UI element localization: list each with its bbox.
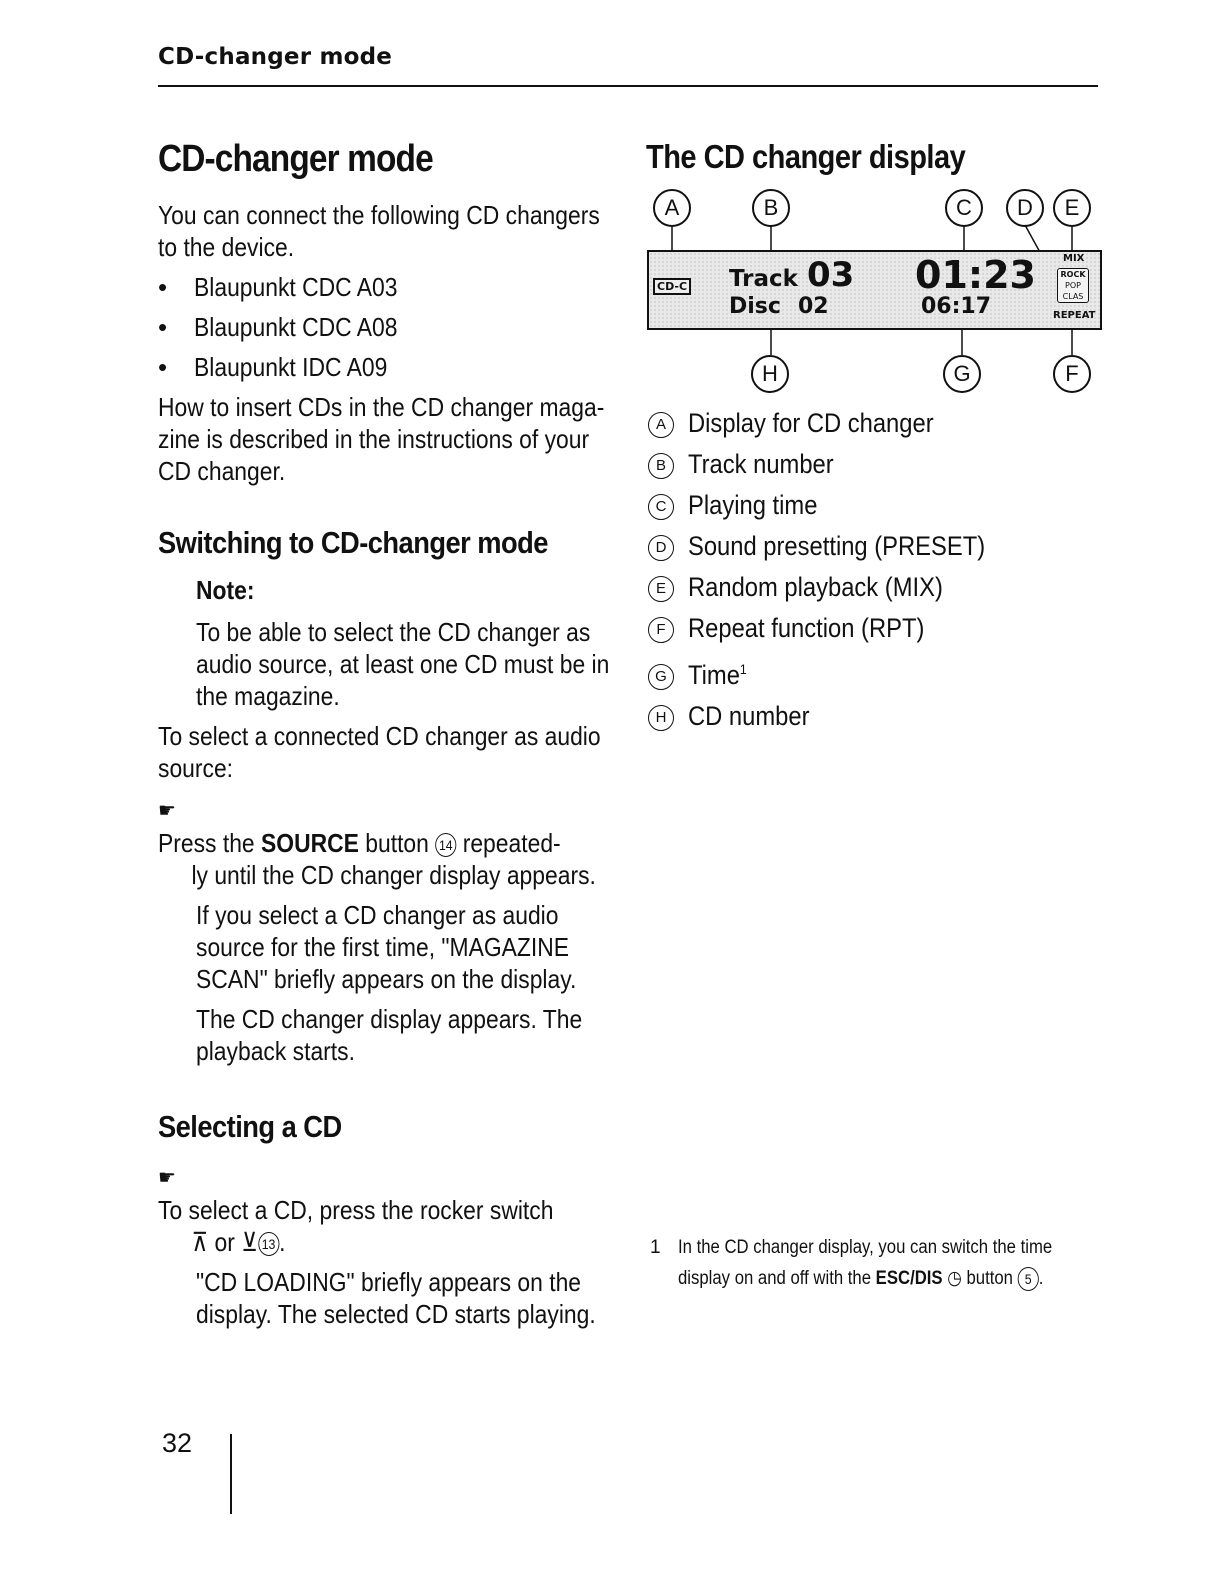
appears-paragraph: The CD changer display appears. The playback starts. — [196, 1004, 583, 1066]
track-number: 03 — [807, 255, 855, 295]
footnote: 1 In the CD changer display, you can switch the time display on and off with the ESC/DIS ◷ button 5 . — [650, 1237, 1053, 1289]
callout-c: C — [945, 189, 983, 227]
page-number: 32 — [162, 1428, 193, 1458]
list-item: • Blaupunkt CDC A03 — [158, 272, 398, 302]
preset-indicator: ROCK POP CLAS — [1057, 268, 1089, 303]
page-title: CD-changer mode — [158, 138, 433, 180]
legend-item: G Time$^1$ — [648, 649, 1026, 696]
left-column — [158, 138, 618, 1330]
callout-a: A — [653, 189, 691, 227]
section-title-switching: Switching to CD-changer mode — [158, 525, 548, 560]
legend-item: H CD number — [648, 696, 1026, 737]
callout-e: E — [1053, 189, 1091, 227]
disc-label: Disc — [729, 294, 781, 319]
legend-item: E Random playback (MIX) — [648, 567, 1026, 608]
note-block: Note: To be able to select the CD changer as audio source, at least one CD must be in the magazine. — [196, 575, 610, 711]
clock-icon: ◷ — [947, 1268, 962, 1289]
rocker-down-icon: ⊻ — [241, 1227, 259, 1257]
pointing-hand-icon: ☛ — [158, 1167, 176, 1189]
cd-changer-display — [647, 250, 1102, 330]
legend-item: A Display for CD changer — [648, 403, 1026, 444]
page-number-rule — [230, 1434, 232, 1514]
rocker-up-icon: ⊼ — [191, 1227, 209, 1257]
cdc-icon: CD-C — [653, 278, 691, 295]
pointing-hand-icon: ☛ — [158, 800, 176, 822]
display-section-title: The CD changer display — [646, 138, 966, 175]
first-time-paragraph: If you select a CD changer as audio source for the first time, "MAGAZINE SCAN" briefly appears on the display. — [196, 900, 577, 994]
select-paragraph: To select a connected CD changer as audio source: — [158, 721, 601, 783]
section-title-selecting: Selecting a CD — [158, 1109, 342, 1144]
right-column — [646, 138, 1106, 176]
legend-item: F Repeat function (RPT) — [648, 608, 1026, 649]
disc-number: 02 — [798, 294, 829, 319]
callout-b: B — [752, 189, 790, 227]
list-item: • Blaupunkt IDC A09 — [158, 352, 388, 382]
button-14-icon: 14 — [435, 833, 456, 857]
track-label: Track — [729, 266, 798, 292]
callout-h: H — [751, 355, 789, 393]
callout-f: F — [1053, 355, 1091, 393]
mix-indicator: MIX — [1063, 253, 1085, 264]
intro-paragraph: You can connect the following CD changers to the device. — [158, 200, 600, 262]
display-legend — [648, 403, 1026, 737]
list-item: • Blaupunkt CDC A08 — [158, 312, 398, 342]
legend-item: C Playing time — [648, 485, 1026, 526]
playing-time: 01:23 — [915, 253, 1036, 297]
callout-g: G — [943, 355, 981, 393]
callout-d: D — [1006, 189, 1044, 227]
header-rule — [158, 85, 1098, 87]
repeat-indicator: REPEAT — [1053, 310, 1096, 321]
total-time: 06:17 — [921, 294, 992, 319]
button-5-icon: 5 — [1018, 1267, 1039, 1291]
running-header: CD-changer mode — [158, 44, 393, 70]
footnote-ref: 1 — [739, 661, 747, 677]
button-13-icon: 13 — [258, 1232, 279, 1256]
loading-paragraph: "CD LOADING" briefly appears on the display. The selected CD starts playing. — [196, 1267, 596, 1329]
legend-item: B Track number — [648, 444, 1026, 485]
step-select-cd: ☛To select a CD, press the rocker switch ⊼ or ⊻ 13 . — [158, 1159, 618, 1258]
insert-paragraph: How to insert CDs in the CD changer maga- zine is described in the instructions of your CD changer. — [158, 392, 605, 486]
note-label: Note: — [196, 575, 255, 605]
step-source: ☛Press the SOURCE button 14 repeated- ly until the CD changer display appears. — [158, 792, 618, 891]
legend-item: D Sound presetting (PRESET) — [648, 526, 1026, 567]
